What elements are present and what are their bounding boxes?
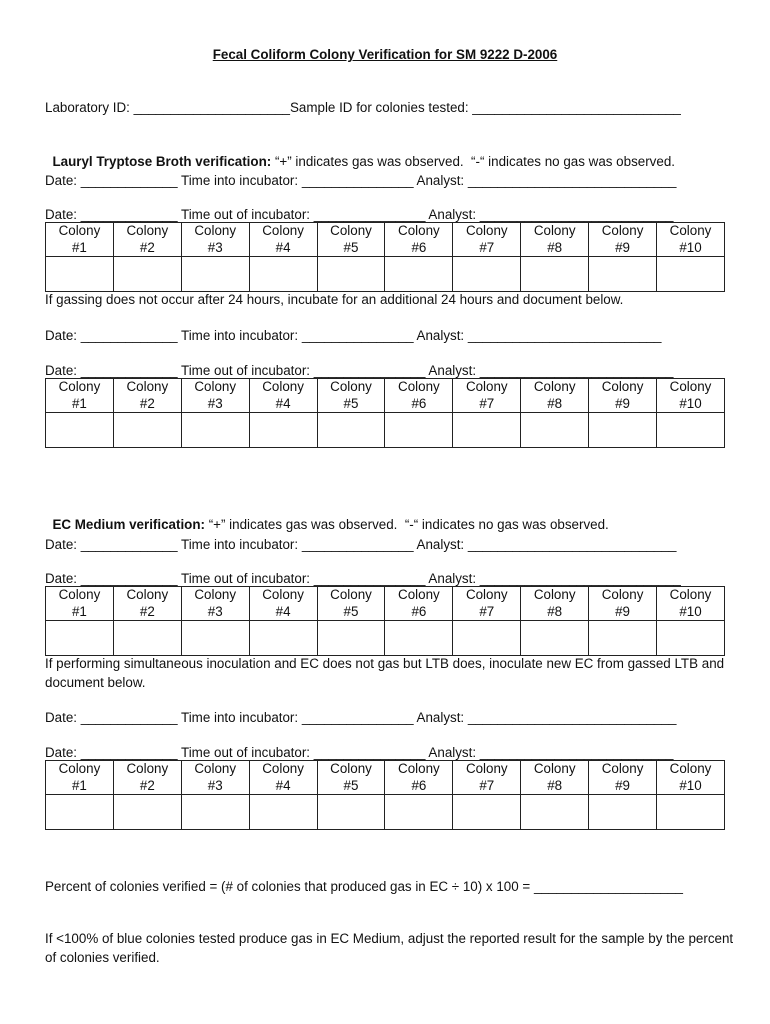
colony-header-cell <box>317 223 385 257</box>
colony-header-cell <box>385 761 453 795</box>
colony-number: #8 <box>547 603 563 619</box>
colony-header-cell <box>521 223 589 257</box>
colony-result-box[interactable] <box>249 257 317 292</box>
colony-number: #6 <box>411 239 427 255</box>
ec-verification-heading <box>45 499 609 533</box>
colony-result-box[interactable] <box>249 795 317 830</box>
colony-header-cell <box>317 379 385 413</box>
colony-label: Colony <box>669 223 712 238</box>
colony-result-box[interactable] <box>453 795 521 830</box>
colony-result-box[interactable] <box>113 257 181 292</box>
colony-label: Colony <box>601 587 644 602</box>
colony-result-box[interactable] <box>385 257 453 292</box>
colony-label: Colony <box>126 379 169 394</box>
colony-label: Colony <box>465 587 508 602</box>
ec-heading-label: EC Medium verification: <box>52 517 205 532</box>
colony-result-box[interactable] <box>181 621 249 656</box>
colony-label: Colony <box>669 761 712 776</box>
colony-label: Colony <box>126 587 169 602</box>
ltb1-time-in-line: Date: _____________ Time into incubator: _______________ Analyst: ____________________________ <box>45 173 677 188</box>
ltb1-colony-table <box>45 222 725 292</box>
colony-number: #3 <box>207 395 223 411</box>
colony-result-box[interactable] <box>589 413 657 448</box>
colony-header-cell <box>589 223 657 257</box>
colony-number: #2 <box>139 239 155 255</box>
colony-header-cell <box>521 761 589 795</box>
colony-number: #9 <box>615 395 631 411</box>
colony-result-box[interactable] <box>46 413 114 448</box>
colony-label: Colony <box>262 761 304 776</box>
colony-label: Colony <box>533 587 576 602</box>
colony-header-cell <box>657 761 725 795</box>
colony-header-row <box>46 587 725 621</box>
ltb2-colony-table <box>45 378 725 448</box>
colony-result-box[interactable] <box>657 621 725 656</box>
colony-header-cell <box>385 587 453 621</box>
ec2-time-in-line: Date: _____________ Time into incubator: _______________ Analyst: ____________________________ <box>45 710 677 725</box>
colony-number: #4 <box>275 777 291 793</box>
colony-result-box[interactable] <box>46 621 114 656</box>
colony-result-box[interactable] <box>657 413 725 448</box>
colony-header-cell <box>249 587 317 621</box>
colony-label: Colony <box>398 223 440 238</box>
colony-number: #9 <box>615 777 631 793</box>
colony-number: #5 <box>343 603 359 619</box>
colony-number: #6 <box>411 603 427 619</box>
colony-header-cell <box>181 379 249 413</box>
colony-header-cell <box>317 587 385 621</box>
colony-header-cell <box>181 761 249 795</box>
colony-header-cell <box>113 761 181 795</box>
ltb-verification-heading <box>45 136 675 170</box>
colony-label: Colony <box>194 379 237 394</box>
colony-result-box[interactable] <box>317 795 385 830</box>
colony-result-row <box>46 257 725 292</box>
colony-label: Colony <box>126 223 169 238</box>
colony-header-row <box>46 761 725 795</box>
ltb-gas-note: If gassing does not occur after 24 hours, incubate for an additional 24 hours and document below. <box>45 292 624 307</box>
colony-label: Colony <box>330 587 372 602</box>
colony-header-cell <box>181 223 249 257</box>
colony-number: #4 <box>275 603 291 619</box>
colony-label: Colony <box>262 223 304 238</box>
colony-result-box[interactable] <box>385 795 453 830</box>
colony-number: #1 <box>71 395 87 411</box>
colony-result-row <box>46 621 725 656</box>
ltb2-time-out-line: Date: _____________ Time out of incubator: _______________ Analyst: __________________________ <box>45 363 674 378</box>
colony-header-cell <box>249 223 317 257</box>
colony-result-box[interactable] <box>521 795 589 830</box>
colony-number: #3 <box>207 239 223 255</box>
colony-number: #1 <box>71 239 87 255</box>
colony-number: #9 <box>615 239 631 255</box>
colony-number: #4 <box>275 395 291 411</box>
colony-result-box[interactable] <box>453 257 521 292</box>
ec-heading-note: “+” indicates gas was observed. “-“ indicates no gas was observed. <box>204 517 609 532</box>
colony-result-box[interactable] <box>453 413 521 448</box>
colony-header-cell <box>453 379 521 413</box>
ec2-time-out-line: Date: _____________ Time out of incubator: _______________ Analyst: __________________________ <box>45 745 674 760</box>
ltb-heading-note: “+” indicates gas was observed. “-“ indicates no gas was observed. <box>271 154 675 169</box>
colony-result-box[interactable] <box>521 257 589 292</box>
colony-number: #2 <box>139 777 155 793</box>
colony-label: Colony <box>262 379 304 394</box>
colony-number: #7 <box>479 777 495 793</box>
colony-label: Colony <box>601 761 644 776</box>
colony-number: #8 <box>547 777 563 793</box>
colony-header-cell <box>589 587 657 621</box>
colony-label: Colony <box>330 223 372 238</box>
colony-label: Colony <box>601 379 644 394</box>
colony-label: Colony <box>194 223 237 238</box>
colony-result-box[interactable] <box>385 413 453 448</box>
adjust-result-note: If <100% of blue colonies tested produce gas in EC Medium, adjust the reported result for the sample by the percent of colonies verified. <box>45 931 734 965</box>
colony-number: #8 <box>547 395 563 411</box>
colony-label: Colony <box>126 761 169 776</box>
colony-result-box[interactable] <box>181 795 249 830</box>
colony-number: #7 <box>479 603 495 619</box>
colony-result-box[interactable] <box>317 413 385 448</box>
colony-header-cell <box>453 761 521 795</box>
colony-label: Colony <box>533 379 576 394</box>
ec1-time-in-line: Date: _____________ Time into incubator: _______________ Analyst: ____________________________ <box>45 537 677 552</box>
colony-header-cell <box>113 587 181 621</box>
colony-header-cell <box>453 223 521 257</box>
colony-result-box[interactable] <box>317 257 385 292</box>
colony-number: #3 <box>207 777 223 793</box>
colony-label: Colony <box>465 223 508 238</box>
colony-result-row <box>46 413 725 448</box>
colony-header-cell <box>385 379 453 413</box>
colony-label: Colony <box>194 587 237 602</box>
percent-verified-line: Percent of colonies verified = (# of colonies that produced gas in EC ÷ 10) x 100 = ____________________ <box>45 879 683 894</box>
colony-label: Colony <box>465 379 508 394</box>
colony-number: #10 <box>679 395 702 411</box>
ltb-heading-label: Lauryl Tryptose Broth verification: <box>52 154 272 169</box>
colony-label: Colony <box>194 761 237 776</box>
colony-result-box[interactable] <box>249 621 317 656</box>
colony-label: Colony <box>58 223 101 238</box>
colony-result-box[interactable] <box>249 413 317 448</box>
colony-header-cell <box>657 379 725 413</box>
colony-label: Colony <box>58 379 101 394</box>
colony-header-cell <box>46 223 114 257</box>
colony-result-box[interactable] <box>453 621 521 656</box>
colony-number: #10 <box>679 777 702 793</box>
colony-header-cell <box>113 223 181 257</box>
colony-result-box[interactable] <box>657 257 725 292</box>
colony-result-box[interactable] <box>46 257 114 292</box>
colony-header-cell <box>46 379 114 413</box>
colony-number: #9 <box>615 603 631 619</box>
page-title: Fecal Coliform Colony Verification for SM 9222 D-2006 <box>212 47 558 62</box>
colony-number: #1 <box>71 777 87 793</box>
colony-number: #6 <box>411 777 427 793</box>
colony-label: Colony <box>398 761 440 776</box>
colony-header-cell <box>113 379 181 413</box>
colony-result-box[interactable] <box>521 413 589 448</box>
colony-number: #10 <box>679 603 702 619</box>
colony-header-cell <box>657 223 725 257</box>
colony-header-row <box>46 379 725 413</box>
colony-number: #5 <box>343 239 359 255</box>
colony-number: #5 <box>343 777 359 793</box>
colony-header-cell <box>46 587 114 621</box>
colony-label: Colony <box>262 587 304 602</box>
colony-number: #4 <box>275 239 291 255</box>
ltb1-time-out-line: Date: _____________ Time out of incubator: _______________ Analyst: __________________________ <box>45 207 674 222</box>
colony-number: #1 <box>71 603 87 619</box>
colony-header-cell <box>385 223 453 257</box>
ec2-colony-table <box>45 760 725 830</box>
colony-result-box[interactable] <box>589 257 657 292</box>
ec1-colony-table <box>45 586 725 656</box>
colony-label: Colony <box>398 379 440 394</box>
colony-number: #6 <box>411 395 427 411</box>
colony-result-box[interactable] <box>589 795 657 830</box>
colony-label: Colony <box>533 761 576 776</box>
colony-label: Colony <box>669 379 712 394</box>
colony-result-box[interactable] <box>113 621 181 656</box>
colony-label: Colony <box>330 761 372 776</box>
colony-header-row <box>46 223 725 257</box>
colony-header-cell <box>453 587 521 621</box>
colony-number: #3 <box>207 603 223 619</box>
colony-number: #2 <box>139 603 155 619</box>
colony-number: #2 <box>139 395 155 411</box>
colony-label: Colony <box>601 223 644 238</box>
colony-header-cell <box>181 587 249 621</box>
colony-result-box[interactable] <box>113 795 181 830</box>
colony-result-box[interactable] <box>181 257 249 292</box>
colony-result-box[interactable] <box>589 621 657 656</box>
colony-result-box[interactable] <box>385 621 453 656</box>
colony-label: Colony <box>465 761 508 776</box>
colony-number: #7 <box>479 239 495 255</box>
colony-number: #5 <box>343 395 359 411</box>
colony-header-cell <box>249 379 317 413</box>
colony-result-box[interactable] <box>46 795 114 830</box>
colony-result-box[interactable] <box>113 413 181 448</box>
colony-header-cell <box>589 379 657 413</box>
colony-header-cell <box>589 761 657 795</box>
colony-header-cell <box>521 379 589 413</box>
colony-label: Colony <box>58 761 101 776</box>
colony-number: #7 <box>479 395 495 411</box>
ec1-time-out-line: Date: _____________ Time out of incubator: _______________ Analyst: ___________________________ <box>45 571 681 586</box>
colony-result-box[interactable] <box>317 621 385 656</box>
colony-header-cell <box>657 587 725 621</box>
colony-number: #10 <box>679 239 702 255</box>
colony-header-cell <box>317 761 385 795</box>
colony-label: Colony <box>58 587 101 602</box>
ltb2-time-in-line: Date: _____________ Time into incubator: _______________ Analyst: __________________________ <box>45 328 662 343</box>
colony-label: Colony <box>669 587 712 602</box>
colony-header-cell <box>521 587 589 621</box>
colony-result-box[interactable] <box>657 795 725 830</box>
colony-result-row <box>46 795 725 830</box>
colony-header-cell <box>249 761 317 795</box>
colony-label: Colony <box>330 379 372 394</box>
ec-simultaneous-note: If performing simultaneous inoculation and EC does not gas but LTB does, inoculate new EC from gassed LTB and document below. <box>45 656 725 690</box>
colony-label: Colony <box>398 587 440 602</box>
colony-result-box[interactable] <box>181 413 249 448</box>
colony-result-box[interactable] <box>521 621 589 656</box>
laboratory-sample-id-line: Laboratory ID: _____________________Sample ID for colonies tested: ____________________________ <box>45 100 681 115</box>
colony-number: #8 <box>547 239 563 255</box>
colony-header-cell <box>46 761 114 795</box>
colony-label: Colony <box>533 223 576 238</box>
